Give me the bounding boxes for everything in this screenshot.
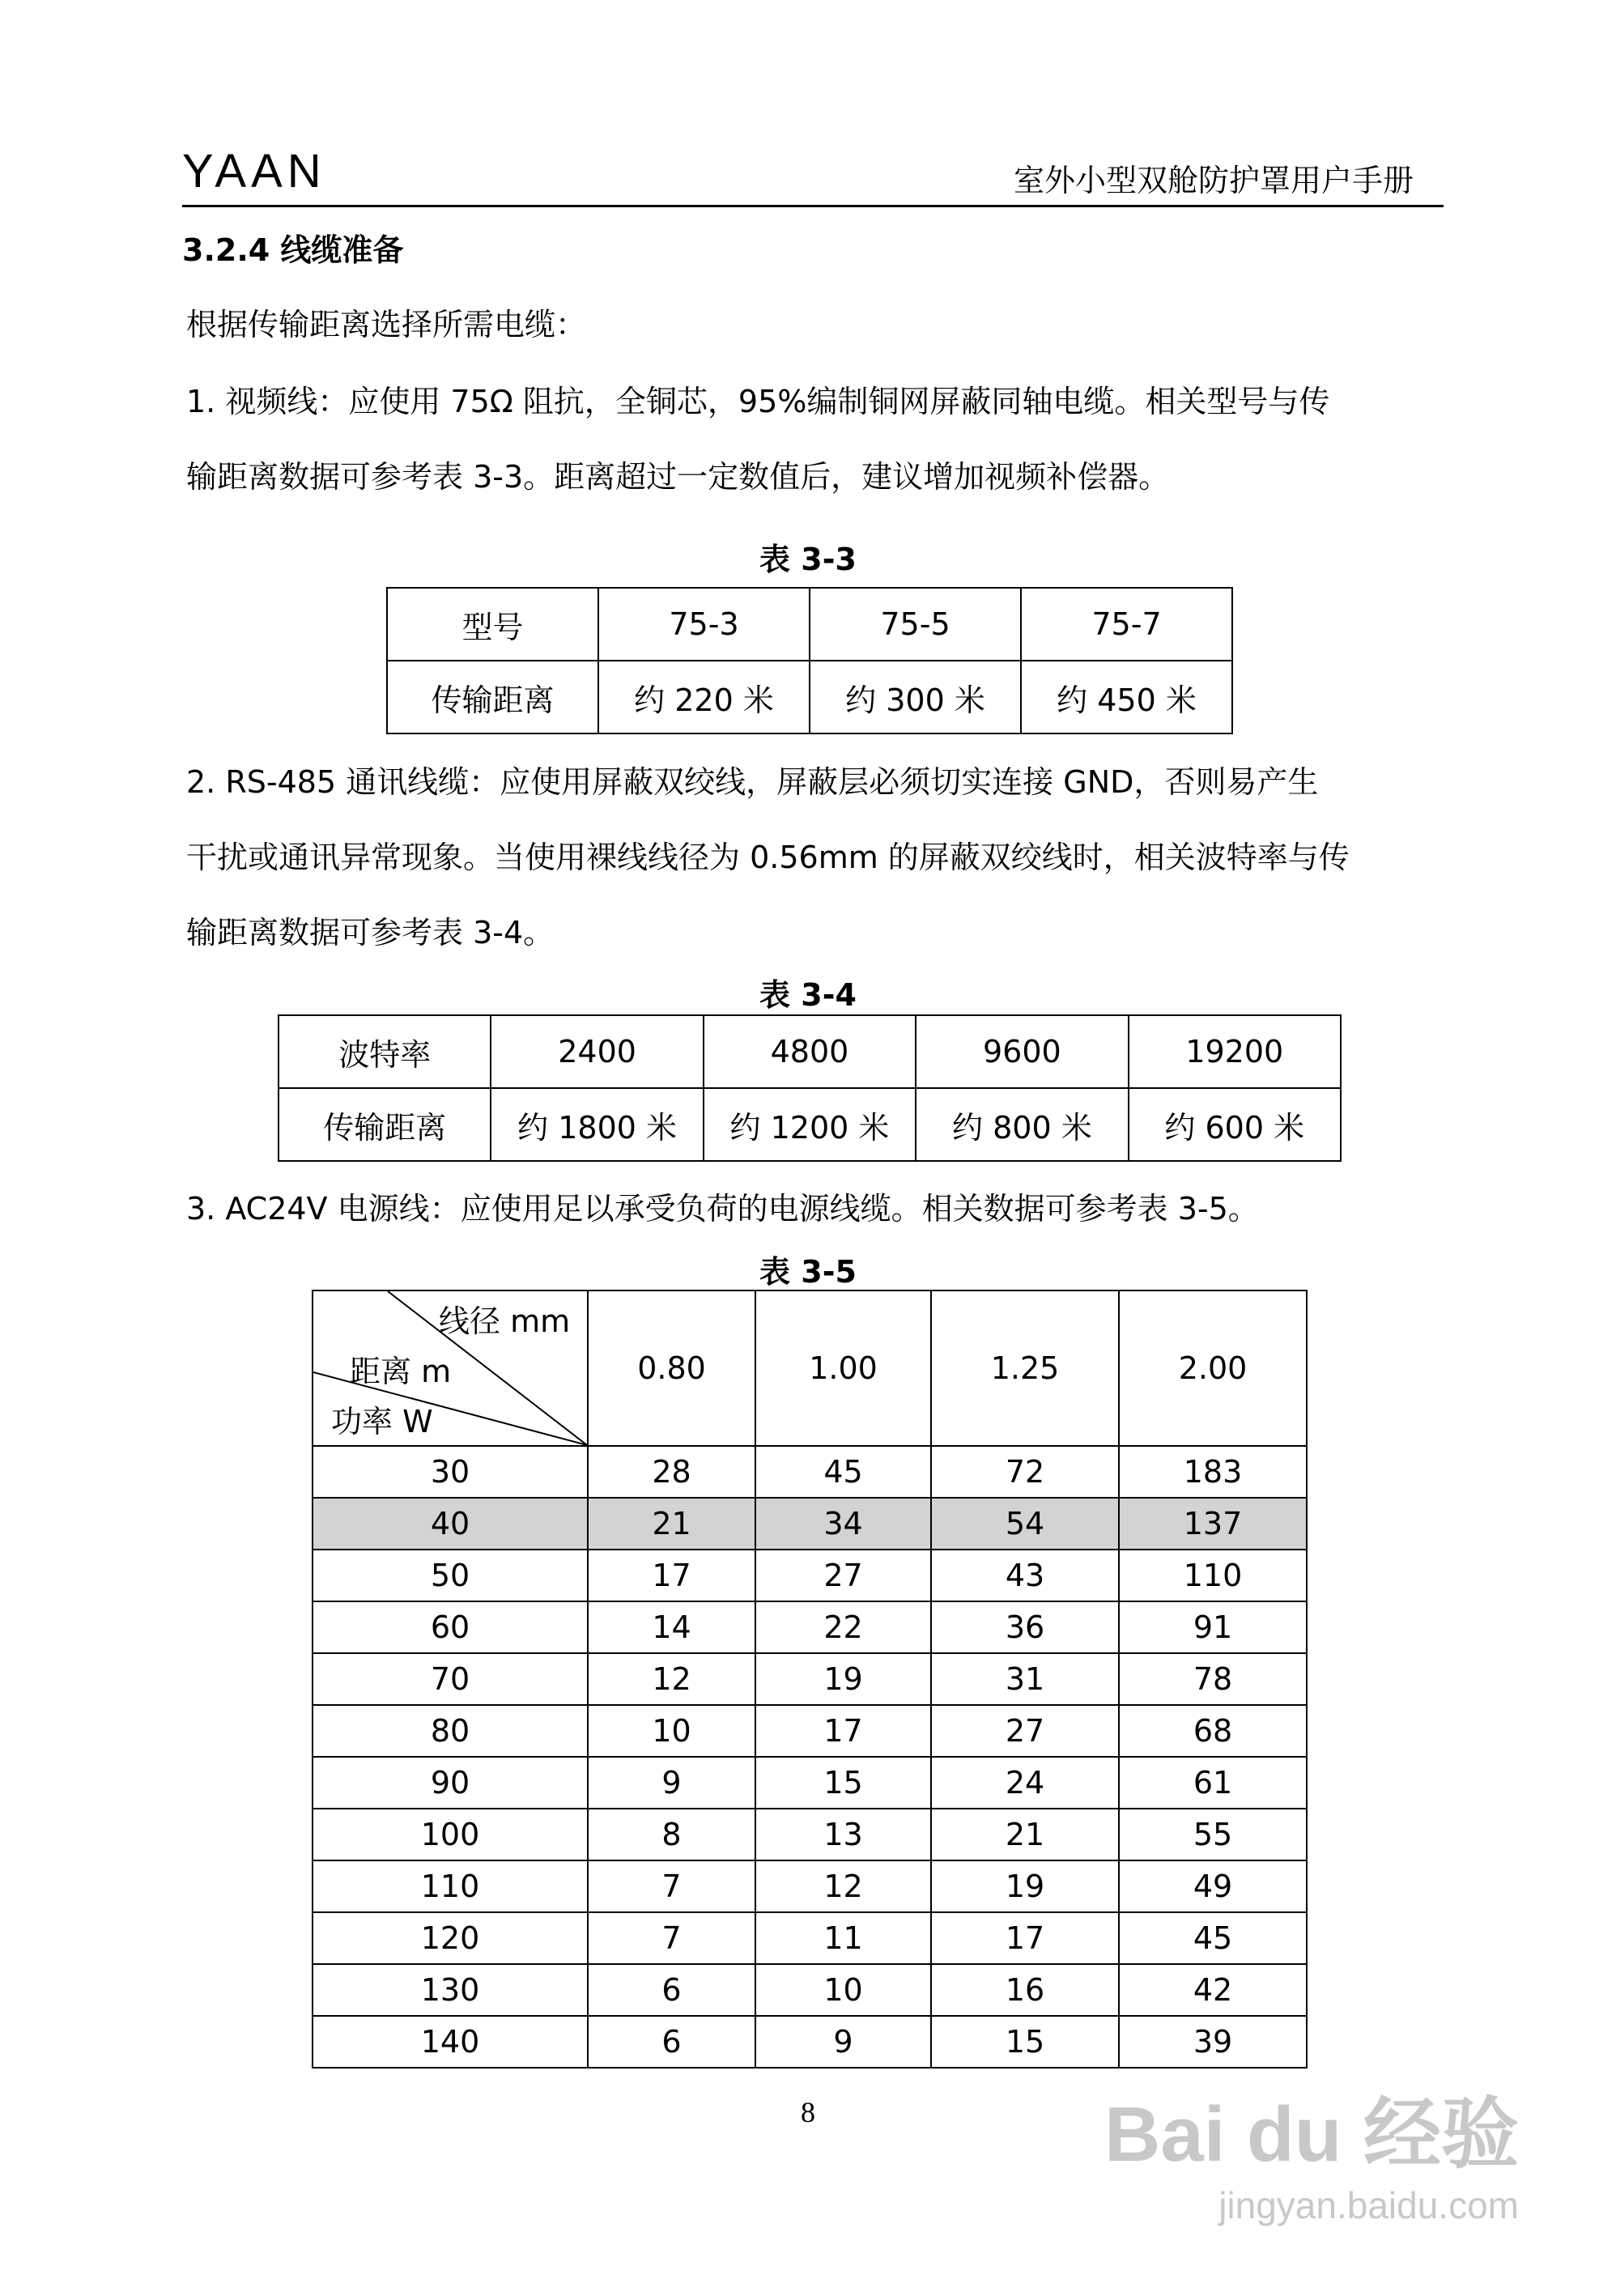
table-cell: 19 [755, 1653, 931, 1705]
row-header-cell: 80 [313, 1705, 588, 1757]
row-header-cell: 70 [313, 1653, 588, 1705]
table-cell: 型号 [387, 588, 598, 661]
diag-label-diameter: 线径 mm [439, 1303, 571, 1339]
header-divider [182, 205, 1444, 207]
table-cell: 22 [755, 1601, 931, 1653]
table-cell: 10 [588, 1705, 755, 1757]
table-cell: 传输距离 [279, 1088, 491, 1161]
table-3-5 [312, 1290, 1308, 2069]
table-row [313, 1860, 1307, 1912]
table-cell: 54 [931, 1498, 1119, 1550]
table-cell: 7 [588, 1860, 755, 1912]
table-row [313, 1550, 1307, 1601]
table-cell: 9 [588, 1757, 755, 1809]
column-header: 1.00 [755, 1290, 931, 1446]
diag-label-power: 功率 W [331, 1404, 433, 1439]
video-cable-line2: 输距离数据可参考表 3-3。距离超过一定数值后，建议增加视频补偿器。 [186, 459, 1170, 495]
table-cell: 波特率 [279, 1015, 491, 1088]
table-cell: 8 [588, 1809, 755, 1860]
table-cell: 19200 [1129, 1015, 1341, 1088]
row-header-cell: 50 [313, 1550, 588, 1601]
table-3-5-caption: 表 3-5 [759, 1254, 857, 1290]
table-cell: 17 [755, 1705, 931, 1757]
row-header-cell: 120 [313, 1912, 588, 1964]
watermark-brand: Bai du 经验 [1104, 2091, 1519, 2178]
table-cell: 约 1800 米 [491, 1088, 703, 1161]
rs485-line2: 干扰或通讯异常现象。当使用裸线线径为 0.56mm 的屏蔽双绞线时，相关波特率与传 [186, 840, 1350, 875]
table-3-3-caption: 表 3-3 [759, 542, 857, 577]
table-cell: 15 [931, 2016, 1119, 2068]
table-cell: 16 [931, 1964, 1119, 2016]
table-cell: 17 [588, 1550, 755, 1601]
baidu-watermark [1104, 2073, 1519, 2227]
table-cell: 7 [588, 1912, 755, 1964]
row-header-cell: 30 [313, 1446, 588, 1498]
table-row [313, 1601, 1307, 1653]
table-3-4-caption: 表 3-4 [759, 977, 857, 1013]
table-cell: 19 [931, 1860, 1119, 1912]
table-row [313, 1757, 1307, 1809]
table-cell: 42 [1119, 1964, 1307, 2016]
table-row [313, 2016, 1307, 2068]
row-header-cell: 130 [313, 1964, 588, 2016]
table-cell: 约 300 米 [810, 661, 1021, 733]
table-cell: 68 [1119, 1705, 1307, 1757]
intro-paragraph: 根据传输距离选择所需电缆： [186, 307, 587, 342]
table-cell: 137 [1119, 1498, 1307, 1550]
table-cell: 43 [931, 1550, 1119, 1601]
table-cell: 4800 [704, 1015, 916, 1088]
table-cell: 6 [588, 1964, 755, 2016]
table-cell: 110 [1119, 1550, 1307, 1601]
table-3-5-body [313, 1446, 1307, 2068]
table-cell: 17 [931, 1912, 1119, 1964]
column-header: 1.25 [931, 1290, 1119, 1446]
row-header-cell: 110 [313, 1860, 588, 1912]
table-cell: 31 [931, 1653, 1119, 1705]
table-row [313, 1446, 1307, 1498]
table-row [313, 1498, 1307, 1550]
table-cell: 约 800 米 [916, 1088, 1128, 1161]
table-row [387, 661, 1232, 733]
table-cell: 36 [931, 1601, 1119, 1653]
page-number: 8 [801, 2096, 815, 2128]
column-header: 2.00 [1119, 1290, 1307, 1446]
table-cell: 55 [1119, 1809, 1307, 1860]
diag-label-distance: 距离 m [350, 1354, 452, 1389]
table-cell: 75-5 [810, 588, 1021, 661]
table-cell: 61 [1119, 1757, 1307, 1809]
table-cell: 34 [755, 1498, 931, 1550]
table-cell: 91 [1119, 1601, 1307, 1653]
table-cell: 28 [588, 1446, 755, 1498]
table-row [387, 588, 1232, 661]
section-heading: 3.2.4 线缆准备 [182, 232, 404, 268]
rs485-line3: 输距离数据可参考表 3-4。 [186, 915, 555, 950]
table-row [313, 1705, 1307, 1757]
table-row [313, 1809, 1307, 1860]
table-cell: 传输距离 [387, 661, 598, 733]
table-cell: 约 450 米 [1021, 661, 1232, 733]
table-cell: 约 1200 米 [704, 1088, 916, 1161]
table-cell: 21 [588, 1498, 755, 1550]
row-header-cell: 90 [313, 1757, 588, 1809]
row-header-cell: 40 [313, 1498, 588, 1550]
table-cell: 9600 [916, 1015, 1128, 1088]
table-cell: 10 [755, 1964, 931, 2016]
table-cell: 9 [755, 2016, 931, 2068]
table-cell: 45 [1119, 1912, 1307, 1964]
table-cell: 12 [755, 1860, 931, 1912]
table-cell: 11 [755, 1912, 931, 1964]
table-row [313, 1653, 1307, 1705]
table-cell: 15 [755, 1757, 931, 1809]
table-row [279, 1015, 1341, 1088]
document-title: 室外小型双舱防护罩用户手册 [1013, 163, 1414, 198]
table-cell: 2400 [491, 1015, 703, 1088]
table-header-row [313, 1290, 1307, 1446]
rs485-line1: 2. RS-485 通讯线缆：应使用屏蔽双绞线，屏蔽层必须切实连接 GND，否则易产生 [186, 764, 1319, 800]
table-cell: 13 [755, 1809, 931, 1860]
table-cell: 约 220 米 [598, 661, 810, 733]
video-cable-line1: 1. 视频线：应使用 75Ω 阻抗，全铜芯，95%编制铜网屏蔽同轴电缆。相关型号与传 [186, 384, 1330, 419]
table-cell: 75-7 [1021, 588, 1232, 661]
table-row [313, 1964, 1307, 2016]
table-cell: 72 [931, 1446, 1119, 1498]
table-cell: 约 600 米 [1129, 1088, 1341, 1161]
table-cell: 39 [1119, 2016, 1307, 2068]
power-cable-line1: 3. AC24V 电源线：应使用足以承受负荷的电源线缆。相关数据可参考表 3-5。 [186, 1191, 1259, 1227]
brand-logo: YAAN [182, 145, 326, 198]
table-cell: 27 [931, 1705, 1119, 1757]
table-row [313, 1912, 1307, 1964]
table-3-4 [278, 1014, 1342, 1162]
row-header-cell: 60 [313, 1601, 588, 1653]
table-cell: 27 [755, 1550, 931, 1601]
table-cell: 12 [588, 1653, 755, 1705]
table-row [279, 1088, 1341, 1161]
table-cell: 49 [1119, 1860, 1307, 1912]
table-cell: 6 [588, 2016, 755, 2068]
table-cell: 45 [755, 1446, 931, 1498]
table-cell: 75-3 [598, 588, 810, 661]
column-header: 0.80 [588, 1290, 755, 1446]
table-3-3 [386, 587, 1233, 734]
row-header-cell: 140 [313, 2016, 588, 2068]
table-cell: 24 [931, 1757, 1119, 1809]
diagonal-header-cell [313, 1290, 588, 1446]
table-cell: 183 [1119, 1446, 1307, 1498]
table-cell: 78 [1119, 1653, 1307, 1705]
watermark-url: jingyan.baidu.com [1218, 2184, 1519, 2226]
table-cell: 14 [588, 1601, 755, 1653]
row-header-cell: 100 [313, 1809, 588, 1860]
table-cell: 21 [931, 1809, 1119, 1860]
